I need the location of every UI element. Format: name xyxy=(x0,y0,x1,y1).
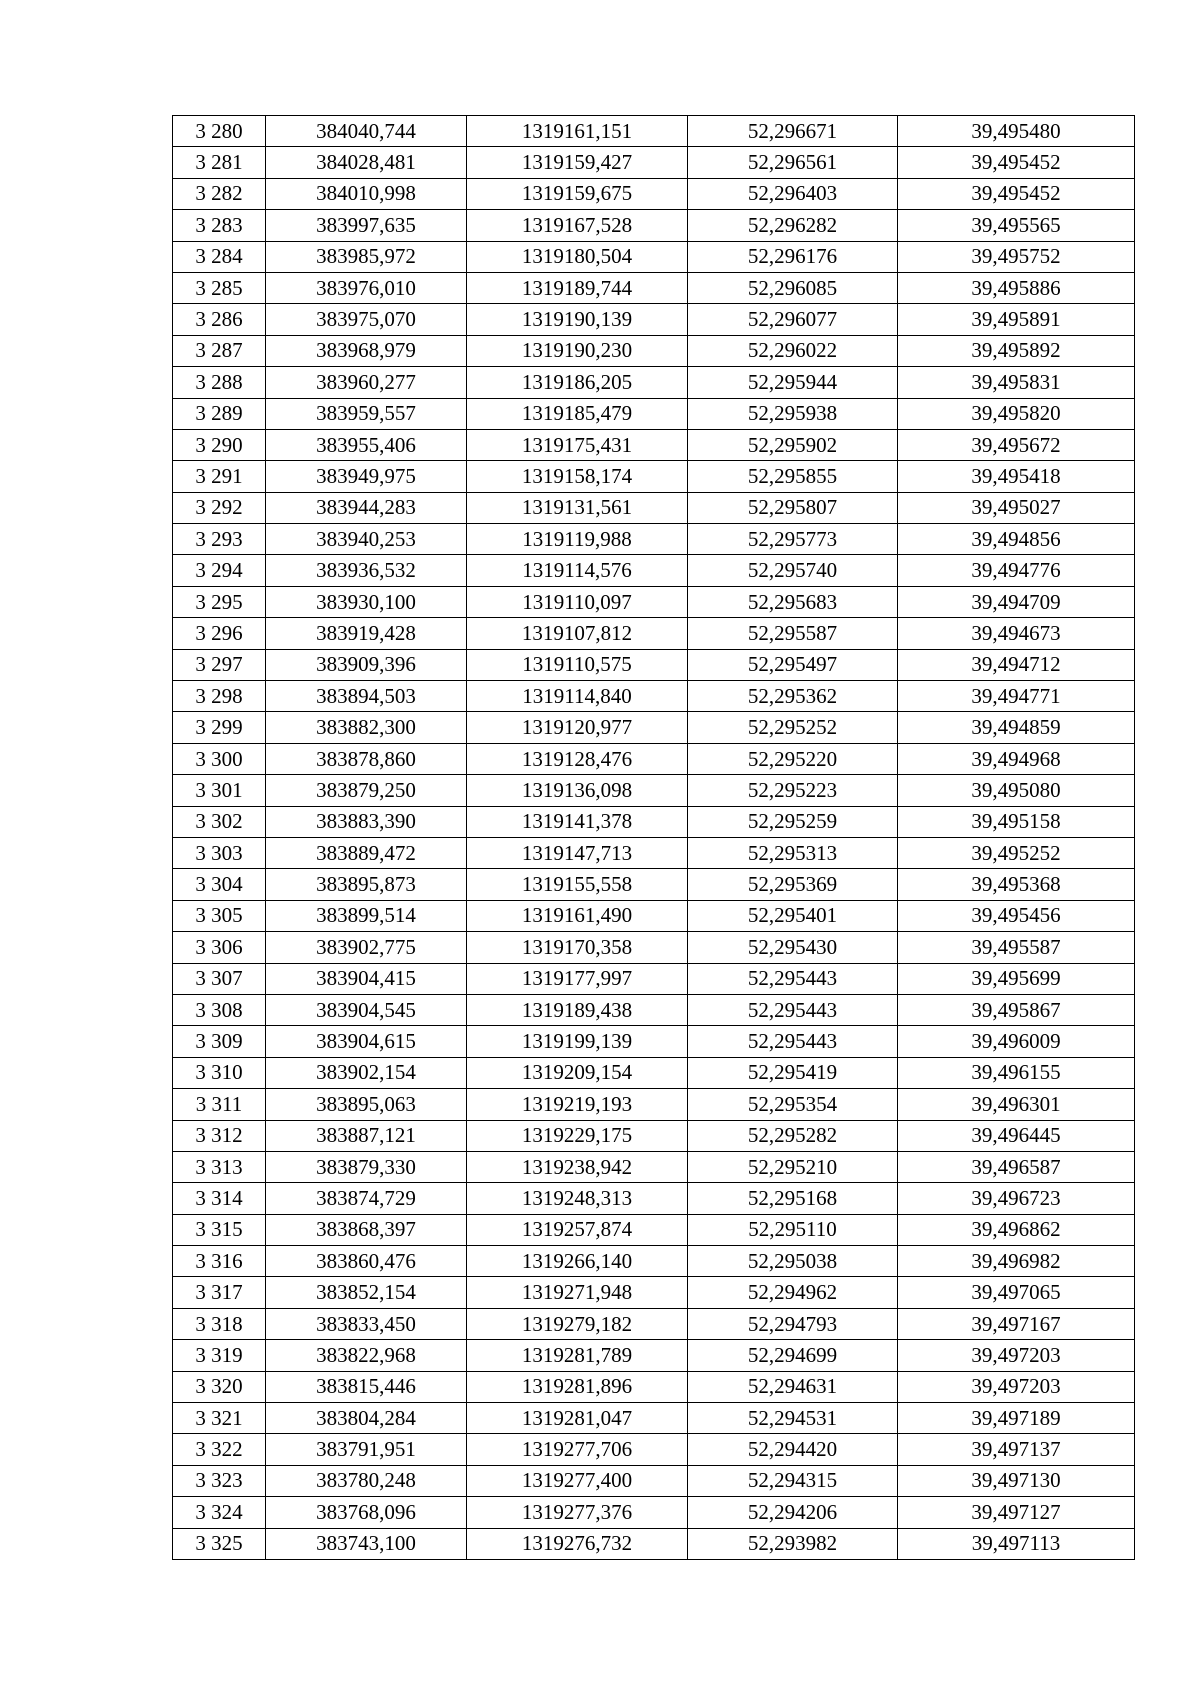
y-coordinate-cell: 1319189,438 xyxy=(467,994,688,1025)
table-row xyxy=(173,1497,1135,1528)
latitude-cell: 52,295401 xyxy=(688,900,898,931)
x-coordinate-cell: 383919,428 xyxy=(266,618,467,649)
point-number-cell: 3 289 xyxy=(173,398,266,429)
longitude-cell: 39,497127 xyxy=(898,1497,1135,1528)
table-row xyxy=(173,1089,1135,1120)
y-coordinate-cell: 1319147,713 xyxy=(467,837,688,868)
x-coordinate-cell: 383860,476 xyxy=(266,1246,467,1277)
coordinates-table-body xyxy=(173,116,1135,1560)
point-number-cell: 3 287 xyxy=(173,335,266,366)
latitude-cell: 52,295354 xyxy=(688,1089,898,1120)
latitude-cell: 52,295902 xyxy=(688,429,898,460)
table-row xyxy=(173,524,1135,555)
table-row xyxy=(173,1214,1135,1245)
latitude-cell: 52,295220 xyxy=(688,743,898,774)
x-coordinate-cell: 383879,330 xyxy=(266,1151,467,1182)
longitude-cell: 39,494968 xyxy=(898,743,1135,774)
longitude-cell: 39,496445 xyxy=(898,1120,1135,1151)
table-row xyxy=(173,1434,1135,1465)
latitude-cell: 52,295807 xyxy=(688,492,898,523)
x-coordinate-cell: 383868,397 xyxy=(266,1214,467,1245)
table-row xyxy=(173,1308,1135,1339)
latitude-cell: 52,295313 xyxy=(688,837,898,868)
x-coordinate-cell: 383889,472 xyxy=(266,837,467,868)
y-coordinate-cell: 1319170,358 xyxy=(467,932,688,963)
y-coordinate-cell: 1319161,151 xyxy=(467,116,688,147)
x-coordinate-cell: 383874,729 xyxy=(266,1183,467,1214)
point-number-cell: 3 302 xyxy=(173,806,266,837)
x-coordinate-cell: 383940,253 xyxy=(266,524,467,555)
table-row xyxy=(173,932,1135,963)
table-row xyxy=(173,1246,1135,1277)
point-number-cell: 3 323 xyxy=(173,1465,266,1496)
point-number-cell: 3 286 xyxy=(173,304,266,335)
latitude-cell: 52,295443 xyxy=(688,1026,898,1057)
latitude-cell: 52,295252 xyxy=(688,712,898,743)
longitude-cell: 39,494771 xyxy=(898,681,1135,712)
point-number-cell: 3 296 xyxy=(173,618,266,649)
latitude-cell: 52,296077 xyxy=(688,304,898,335)
latitude-cell: 52,295110 xyxy=(688,1214,898,1245)
latitude-cell: 52,295430 xyxy=(688,932,898,963)
longitude-cell: 39,495891 xyxy=(898,304,1135,335)
y-coordinate-cell: 1319277,400 xyxy=(467,1465,688,1496)
point-number-cell: 3 317 xyxy=(173,1277,266,1308)
point-number-cell: 3 282 xyxy=(173,178,266,209)
longitude-cell: 39,497137 xyxy=(898,1434,1135,1465)
y-coordinate-cell: 1319238,942 xyxy=(467,1151,688,1182)
x-coordinate-cell: 383895,063 xyxy=(266,1089,467,1120)
table-row xyxy=(173,116,1135,147)
y-coordinate-cell: 1319175,431 xyxy=(467,429,688,460)
y-coordinate-cell: 1319136,098 xyxy=(467,775,688,806)
x-coordinate-cell: 383883,390 xyxy=(266,806,467,837)
latitude-cell: 52,294793 xyxy=(688,1308,898,1339)
longitude-cell: 39,496155 xyxy=(898,1057,1135,1088)
point-number-cell: 3 284 xyxy=(173,241,266,272)
longitude-cell: 39,494709 xyxy=(898,586,1135,617)
longitude-cell: 39,495480 xyxy=(898,116,1135,147)
y-coordinate-cell: 1319159,675 xyxy=(467,178,688,209)
point-number-cell: 3 319 xyxy=(173,1340,266,1371)
latitude-cell: 52,295740 xyxy=(688,555,898,586)
latitude-cell: 52,296671 xyxy=(688,116,898,147)
point-number-cell: 3 312 xyxy=(173,1120,266,1151)
y-coordinate-cell: 1319257,874 xyxy=(467,1214,688,1245)
table-row xyxy=(173,367,1135,398)
longitude-cell: 39,497167 xyxy=(898,1308,1135,1339)
latitude-cell: 52,296282 xyxy=(688,210,898,241)
table-row xyxy=(173,869,1135,900)
y-coordinate-cell: 1319110,575 xyxy=(467,649,688,680)
table-row xyxy=(173,398,1135,429)
y-coordinate-cell: 1319161,490 xyxy=(467,900,688,931)
latitude-cell: 52,294631 xyxy=(688,1371,898,1402)
y-coordinate-cell: 1319281,789 xyxy=(467,1340,688,1371)
y-coordinate-cell: 1319219,193 xyxy=(467,1089,688,1120)
y-coordinate-cell: 1319281,896 xyxy=(467,1371,688,1402)
table-row xyxy=(173,304,1135,335)
table-row xyxy=(173,586,1135,617)
point-number-cell: 3 294 xyxy=(173,555,266,586)
point-number-cell: 3 309 xyxy=(173,1026,266,1057)
longitude-cell: 39,497130 xyxy=(898,1465,1135,1496)
longitude-cell: 39,496723 xyxy=(898,1183,1135,1214)
longitude-cell: 39,495027 xyxy=(898,492,1135,523)
table-row xyxy=(173,649,1135,680)
x-coordinate-cell: 383894,503 xyxy=(266,681,467,712)
point-number-cell: 3 316 xyxy=(173,1246,266,1277)
y-coordinate-cell: 1319209,154 xyxy=(467,1057,688,1088)
y-coordinate-cell: 1319128,476 xyxy=(467,743,688,774)
latitude-cell: 52,293982 xyxy=(688,1528,898,1559)
coordinates-table xyxy=(172,115,1135,1560)
x-coordinate-cell: 383955,406 xyxy=(266,429,467,460)
x-coordinate-cell: 383895,873 xyxy=(266,869,467,900)
table-row xyxy=(173,1120,1135,1151)
table-row xyxy=(173,555,1135,586)
longitude-cell: 39,496982 xyxy=(898,1246,1135,1277)
point-number-cell: 3 307 xyxy=(173,963,266,994)
longitude-cell: 39,494856 xyxy=(898,524,1135,555)
longitude-cell: 39,496301 xyxy=(898,1089,1135,1120)
x-coordinate-cell: 383975,070 xyxy=(266,304,467,335)
table-row xyxy=(173,900,1135,931)
point-number-cell: 3 293 xyxy=(173,524,266,555)
x-coordinate-cell: 383768,096 xyxy=(266,1497,467,1528)
latitude-cell: 52,295223 xyxy=(688,775,898,806)
latitude-cell: 52,295369 xyxy=(688,869,898,900)
point-number-cell: 3 292 xyxy=(173,492,266,523)
table-row xyxy=(173,681,1135,712)
point-number-cell: 3 314 xyxy=(173,1183,266,1214)
point-number-cell: 3 280 xyxy=(173,116,266,147)
table-row xyxy=(173,1403,1135,1434)
table-row xyxy=(173,963,1135,994)
x-coordinate-cell: 383985,972 xyxy=(266,241,467,272)
latitude-cell: 52,294962 xyxy=(688,1277,898,1308)
table-row xyxy=(173,775,1135,806)
y-coordinate-cell: 1319279,182 xyxy=(467,1308,688,1339)
table-row xyxy=(173,994,1135,1025)
table-row xyxy=(173,147,1135,178)
latitude-cell: 52,296403 xyxy=(688,178,898,209)
longitude-cell: 39,495368 xyxy=(898,869,1135,900)
y-coordinate-cell: 1319158,174 xyxy=(467,461,688,492)
latitude-cell: 52,296022 xyxy=(688,335,898,366)
latitude-cell: 52,295443 xyxy=(688,994,898,1025)
y-coordinate-cell: 1319120,977 xyxy=(467,712,688,743)
table-row xyxy=(173,1465,1135,1496)
x-coordinate-cell: 383902,154 xyxy=(266,1057,467,1088)
point-number-cell: 3 306 xyxy=(173,932,266,963)
point-number-cell: 3 291 xyxy=(173,461,266,492)
latitude-cell: 52,295497 xyxy=(688,649,898,680)
point-number-cell: 3 298 xyxy=(173,681,266,712)
point-number-cell: 3 321 xyxy=(173,1403,266,1434)
point-number-cell: 3 324 xyxy=(173,1497,266,1528)
x-coordinate-cell: 383899,514 xyxy=(266,900,467,931)
table-row xyxy=(173,492,1135,523)
y-coordinate-cell: 1319271,948 xyxy=(467,1277,688,1308)
longitude-cell: 39,495867 xyxy=(898,994,1135,1025)
y-coordinate-cell: 1319277,706 xyxy=(467,1434,688,1465)
x-coordinate-cell: 383882,300 xyxy=(266,712,467,743)
y-coordinate-cell: 1319229,175 xyxy=(467,1120,688,1151)
longitude-cell: 39,495158 xyxy=(898,806,1135,837)
y-coordinate-cell: 1319131,561 xyxy=(467,492,688,523)
latitude-cell: 52,296176 xyxy=(688,241,898,272)
table-row xyxy=(173,712,1135,743)
point-number-cell: 3 308 xyxy=(173,994,266,1025)
table-row xyxy=(173,461,1135,492)
table-row xyxy=(173,806,1135,837)
point-number-cell: 3 283 xyxy=(173,210,266,241)
longitude-cell: 39,495418 xyxy=(898,461,1135,492)
point-number-cell: 3 297 xyxy=(173,649,266,680)
y-coordinate-cell: 1319167,528 xyxy=(467,210,688,241)
longitude-cell: 39,494776 xyxy=(898,555,1135,586)
longitude-cell: 39,495820 xyxy=(898,398,1135,429)
table-row xyxy=(173,837,1135,868)
table-row xyxy=(173,743,1135,774)
y-coordinate-cell: 1319190,230 xyxy=(467,335,688,366)
point-number-cell: 3 315 xyxy=(173,1214,266,1245)
y-coordinate-cell: 1319155,558 xyxy=(467,869,688,900)
y-coordinate-cell: 1319177,997 xyxy=(467,963,688,994)
longitude-cell: 39,497065 xyxy=(898,1277,1135,1308)
table-row xyxy=(173,241,1135,272)
point-number-cell: 3 325 xyxy=(173,1528,266,1559)
table-row xyxy=(173,335,1135,366)
longitude-cell: 39,497203 xyxy=(898,1371,1135,1402)
longitude-cell: 39,495892 xyxy=(898,335,1135,366)
y-coordinate-cell: 1319281,047 xyxy=(467,1403,688,1434)
point-number-cell: 3 305 xyxy=(173,900,266,931)
point-number-cell: 3 313 xyxy=(173,1151,266,1182)
point-number-cell: 3 303 xyxy=(173,837,266,868)
table-row xyxy=(173,618,1135,649)
x-coordinate-cell: 383960,277 xyxy=(266,367,467,398)
y-coordinate-cell: 1319190,139 xyxy=(467,304,688,335)
longitude-cell: 39,494712 xyxy=(898,649,1135,680)
x-coordinate-cell: 383743,100 xyxy=(266,1528,467,1559)
x-coordinate-cell: 383879,250 xyxy=(266,775,467,806)
latitude-cell: 52,295443 xyxy=(688,963,898,994)
longitude-cell: 39,497113 xyxy=(898,1528,1135,1559)
table-row xyxy=(173,1151,1135,1182)
point-number-cell: 3 288 xyxy=(173,367,266,398)
x-coordinate-cell: 384010,998 xyxy=(266,178,467,209)
point-number-cell: 3 320 xyxy=(173,1371,266,1402)
longitude-cell: 39,496009 xyxy=(898,1026,1135,1057)
y-coordinate-cell: 1319141,378 xyxy=(467,806,688,837)
x-coordinate-cell: 383780,248 xyxy=(266,1465,467,1496)
longitude-cell: 39,495831 xyxy=(898,367,1135,398)
x-coordinate-cell: 383930,100 xyxy=(266,586,467,617)
x-coordinate-cell: 383804,284 xyxy=(266,1403,467,1434)
x-coordinate-cell: 383968,979 xyxy=(266,335,467,366)
point-number-cell: 3 299 xyxy=(173,712,266,743)
x-coordinate-cell: 383904,615 xyxy=(266,1026,467,1057)
x-coordinate-cell: 383902,775 xyxy=(266,932,467,963)
x-coordinate-cell: 383904,415 xyxy=(266,963,467,994)
latitude-cell: 52,294699 xyxy=(688,1340,898,1371)
longitude-cell: 39,495456 xyxy=(898,900,1135,931)
longitude-cell: 39,497203 xyxy=(898,1340,1135,1371)
x-coordinate-cell: 383976,010 xyxy=(266,272,467,303)
point-number-cell: 3 301 xyxy=(173,775,266,806)
table-row xyxy=(173,429,1135,460)
y-coordinate-cell: 1319159,427 xyxy=(467,147,688,178)
y-coordinate-cell: 1319185,479 xyxy=(467,398,688,429)
table-row xyxy=(173,178,1135,209)
longitude-cell: 39,496587 xyxy=(898,1151,1135,1182)
longitude-cell: 39,494673 xyxy=(898,618,1135,649)
y-coordinate-cell: 1319277,376 xyxy=(467,1497,688,1528)
longitude-cell: 39,495452 xyxy=(898,147,1135,178)
x-coordinate-cell: 383833,450 xyxy=(266,1308,467,1339)
table-row xyxy=(173,1528,1135,1559)
latitude-cell: 52,296561 xyxy=(688,147,898,178)
point-number-cell: 3 304 xyxy=(173,869,266,900)
x-coordinate-cell: 383959,557 xyxy=(266,398,467,429)
latitude-cell: 52,295683 xyxy=(688,586,898,617)
latitude-cell: 52,295038 xyxy=(688,1246,898,1277)
y-coordinate-cell: 1319248,313 xyxy=(467,1183,688,1214)
longitude-cell: 39,495565 xyxy=(898,210,1135,241)
y-coordinate-cell: 1319189,744 xyxy=(467,272,688,303)
latitude-cell: 52,295587 xyxy=(688,618,898,649)
y-coordinate-cell: 1319119,988 xyxy=(467,524,688,555)
latitude-cell: 52,294206 xyxy=(688,1497,898,1528)
x-coordinate-cell: 383878,860 xyxy=(266,743,467,774)
table-row xyxy=(173,210,1135,241)
x-coordinate-cell: 384040,744 xyxy=(266,116,467,147)
table-row xyxy=(173,1183,1135,1214)
longitude-cell: 39,495886 xyxy=(898,272,1135,303)
latitude-cell: 52,295362 xyxy=(688,681,898,712)
y-coordinate-cell: 1319114,576 xyxy=(467,555,688,586)
x-coordinate-cell: 383815,446 xyxy=(266,1371,467,1402)
x-coordinate-cell: 383997,635 xyxy=(266,210,467,241)
longitude-cell: 39,495252 xyxy=(898,837,1135,868)
table-row xyxy=(173,1340,1135,1371)
x-coordinate-cell: 383936,532 xyxy=(266,555,467,586)
point-number-cell: 3 300 xyxy=(173,743,266,774)
longitude-cell: 39,494859 xyxy=(898,712,1135,743)
latitude-cell: 52,295259 xyxy=(688,806,898,837)
longitude-cell: 39,497189 xyxy=(898,1403,1135,1434)
point-number-cell: 3 281 xyxy=(173,147,266,178)
latitude-cell: 52,294420 xyxy=(688,1434,898,1465)
x-coordinate-cell: 383791,951 xyxy=(266,1434,467,1465)
x-coordinate-cell: 383852,154 xyxy=(266,1277,467,1308)
table-row xyxy=(173,1277,1135,1308)
longitude-cell: 39,495699 xyxy=(898,963,1135,994)
x-coordinate-cell: 383949,975 xyxy=(266,461,467,492)
point-number-cell: 3 285 xyxy=(173,272,266,303)
x-coordinate-cell: 383944,283 xyxy=(266,492,467,523)
x-coordinate-cell: 383904,545 xyxy=(266,994,467,1025)
longitude-cell: 39,495587 xyxy=(898,932,1135,963)
latitude-cell: 52,295938 xyxy=(688,398,898,429)
x-coordinate-cell: 383822,968 xyxy=(266,1340,467,1371)
y-coordinate-cell: 1319110,097 xyxy=(467,586,688,617)
table-row xyxy=(173,272,1135,303)
y-coordinate-cell: 1319180,504 xyxy=(467,241,688,272)
latitude-cell: 52,295210 xyxy=(688,1151,898,1182)
latitude-cell: 52,294531 xyxy=(688,1403,898,1434)
longitude-cell: 39,496862 xyxy=(898,1214,1135,1245)
point-number-cell: 3 322 xyxy=(173,1434,266,1465)
latitude-cell: 52,294315 xyxy=(688,1465,898,1496)
table-row xyxy=(173,1026,1135,1057)
latitude-cell: 52,295282 xyxy=(688,1120,898,1151)
latitude-cell: 52,296085 xyxy=(688,272,898,303)
y-coordinate-cell: 1319266,140 xyxy=(467,1246,688,1277)
point-number-cell: 3 290 xyxy=(173,429,266,460)
point-number-cell: 3 295 xyxy=(173,586,266,617)
x-coordinate-cell: 384028,481 xyxy=(266,147,467,178)
longitude-cell: 39,495672 xyxy=(898,429,1135,460)
table-row xyxy=(173,1057,1135,1088)
point-number-cell: 3 318 xyxy=(173,1308,266,1339)
latitude-cell: 52,295944 xyxy=(688,367,898,398)
x-coordinate-cell: 383887,121 xyxy=(266,1120,467,1151)
y-coordinate-cell: 1319199,139 xyxy=(467,1026,688,1057)
point-number-cell: 3 310 xyxy=(173,1057,266,1088)
table-row xyxy=(173,1371,1135,1402)
latitude-cell: 52,295773 xyxy=(688,524,898,555)
latitude-cell: 52,295168 xyxy=(688,1183,898,1214)
longitude-cell: 39,495752 xyxy=(898,241,1135,272)
longitude-cell: 39,495452 xyxy=(898,178,1135,209)
latitude-cell: 52,295419 xyxy=(688,1057,898,1088)
x-coordinate-cell: 383909,396 xyxy=(266,649,467,680)
point-number-cell: 3 311 xyxy=(173,1089,266,1120)
y-coordinate-cell: 1319186,205 xyxy=(467,367,688,398)
y-coordinate-cell: 1319107,812 xyxy=(467,618,688,649)
latitude-cell: 52,295855 xyxy=(688,461,898,492)
longitude-cell: 39,495080 xyxy=(898,775,1135,806)
y-coordinate-cell: 1319276,732 xyxy=(467,1528,688,1559)
y-coordinate-cell: 1319114,840 xyxy=(467,681,688,712)
